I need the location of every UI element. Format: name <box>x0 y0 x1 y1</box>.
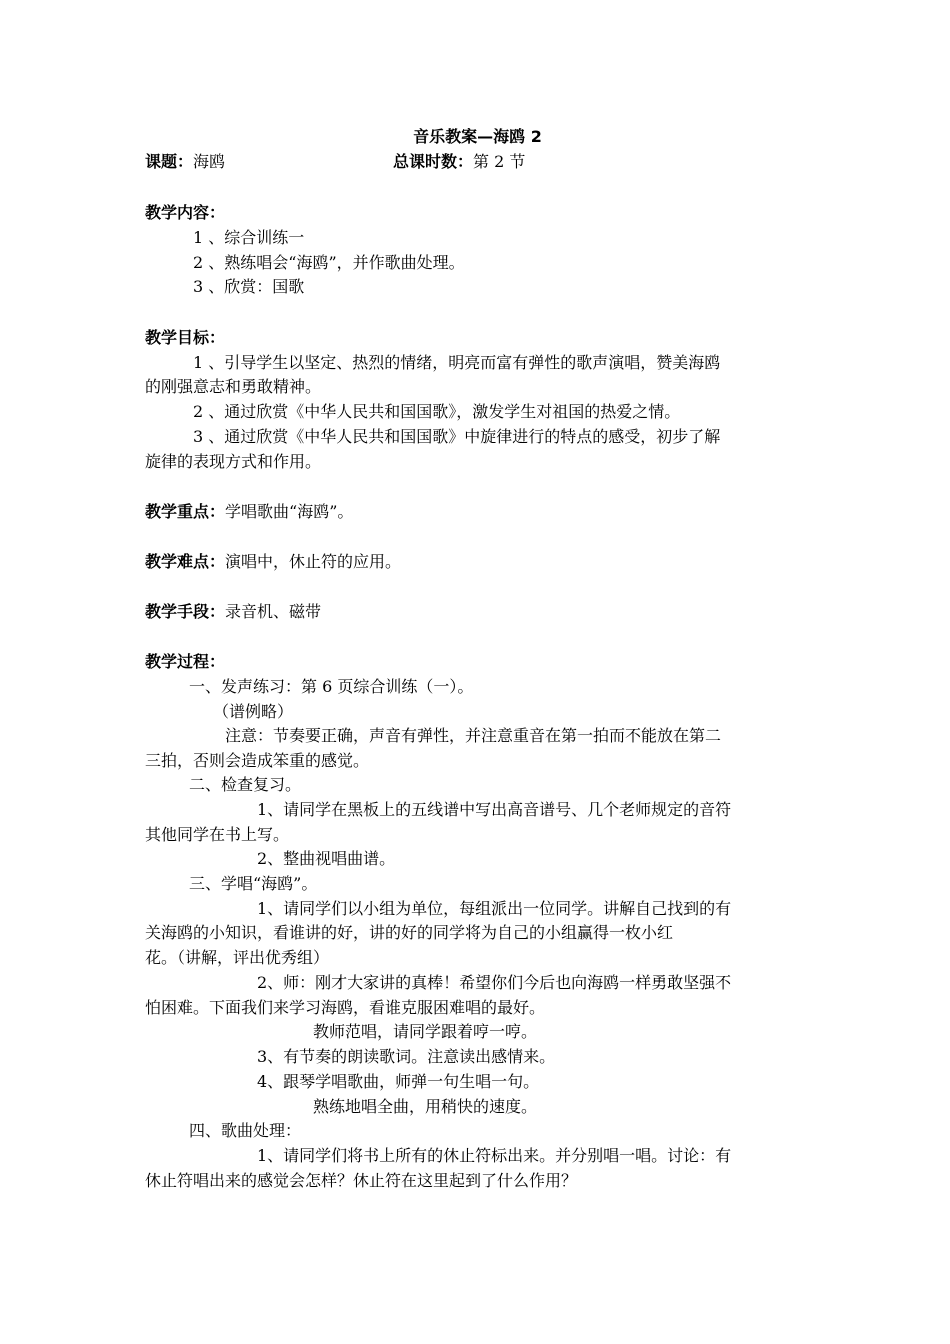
process-line: 教师范唱，请同学跟着哼一哼。 <box>313 1022 538 1041</box>
subject-label: 课题： <box>145 152 194 171</box>
subject-value: 海鸥 <box>193 152 226 171</box>
process-line: 三、学唱“海鸥”。 <box>189 874 318 893</box>
process-line: 熟练地唱全曲，用稍快的速度。 <box>313 1097 538 1116</box>
process-line: 三拍，否则会造成笨重的感觉。 <box>145 751 370 770</box>
hours-group <box>393 149 525 174</box>
goals-line: 的刚强意志和勇敢精神。 <box>145 377 322 396</box>
means-value: 录音机、磁带 <box>225 602 322 621</box>
process-line: 休止符唱出来的感觉会怎样？休止符在这里起到了什么作用？ <box>145 1171 578 1190</box>
difficulty-value: 演唱中，休止符的应用。 <box>225 552 402 571</box>
process-line: 2、师：刚才大家讲的真棒！希望你们今后也向海鸥一样勇敢坚强不 <box>257 973 732 992</box>
content-heading: 教学内容： <box>145 203 226 222</box>
process-line: 花。（讲解，评出优秀组） <box>145 948 330 967</box>
key-point-label: 教学重点： <box>145 502 226 521</box>
means-row <box>145 599 810 624</box>
goals-line: 3 、通过欣赏《中华人民共和国国歌》中旋律进行的特点的感受，初步了解 <box>193 427 721 446</box>
process-line: 注意：节奏要正确，声音有弹性，并注意重音在第一拍而不能放在第二 <box>225 726 722 745</box>
process-line: 1、请同学们以小组为单位，每组派出一位同学。讲解自己找到的有 <box>257 899 732 918</box>
process-line: 二、检查复习。 <box>189 775 302 794</box>
difficulty-row <box>145 549 810 574</box>
process-line: 1、请同学在黑板上的五线谱中写出高音谱号、几个老师规定的音符 <box>257 800 732 819</box>
process-line: 一、发声练习：第 6 页综合训练（一）。 <box>189 677 474 696</box>
process-line: 怕困难。下面我们来学习海鸥，看谁克服困难唱的最好。 <box>145 998 546 1017</box>
process-line: 3、有节奏的朗读歌词。注意读出感情来。 <box>257 1047 556 1066</box>
difficulty-label: 教学难点： <box>145 552 226 571</box>
goals-line: 2 、通过欣赏《中华人民共和国国歌》，激发学生对祖国的热爱之情。 <box>193 402 681 421</box>
process-line: 2、整曲视唱曲谱。 <box>257 849 396 868</box>
content-item: 1 、综合训练一 <box>193 228 305 247</box>
content-item: 3 、欣赏：国歌 <box>193 277 305 296</box>
process-line: 关海鸥的小知识，看谁讲的好，讲的好的同学将为自己的小组赢得一枚小红 <box>145 923 674 942</box>
hours-label: 总课时数： <box>393 152 474 171</box>
document-title: 音乐教案—海鸥 2 <box>413 127 542 146</box>
process-line: 其他同学在书上写。 <box>145 825 290 844</box>
goals-line: 1 、引导学生以坚定、热烈的情绪，明亮而富有弹性的歌声演唱，赞美海鸥 <box>193 353 721 372</box>
process-line: 四、歌曲处理： <box>189 1121 302 1140</box>
process-line: （谱例略） <box>213 702 294 721</box>
lesson-info-row <box>145 149 810 174</box>
content-item: 2 、熟练唱会“海鸥”，并作歌曲处理。 <box>193 253 465 272</box>
key-point-row <box>145 499 810 524</box>
process-line: 1、请同学们将书上所有的休止符标出来。并分别唱一唱。讨论：有 <box>257 1146 732 1165</box>
process-heading: 教学过程： <box>145 652 226 671</box>
goals-line: 旋律的表现方式和作用。 <box>145 452 322 471</box>
means-label: 教学手段： <box>145 602 226 621</box>
hours-value: 第 2 节 <box>473 152 526 171</box>
process-line: 4、跟琴学唱歌曲，师弹一句生唱一句。 <box>257 1072 540 1091</box>
key-point-value: 学唱歌曲“海鸥”。 <box>225 502 354 521</box>
goals-heading: 教学目标： <box>145 328 226 347</box>
